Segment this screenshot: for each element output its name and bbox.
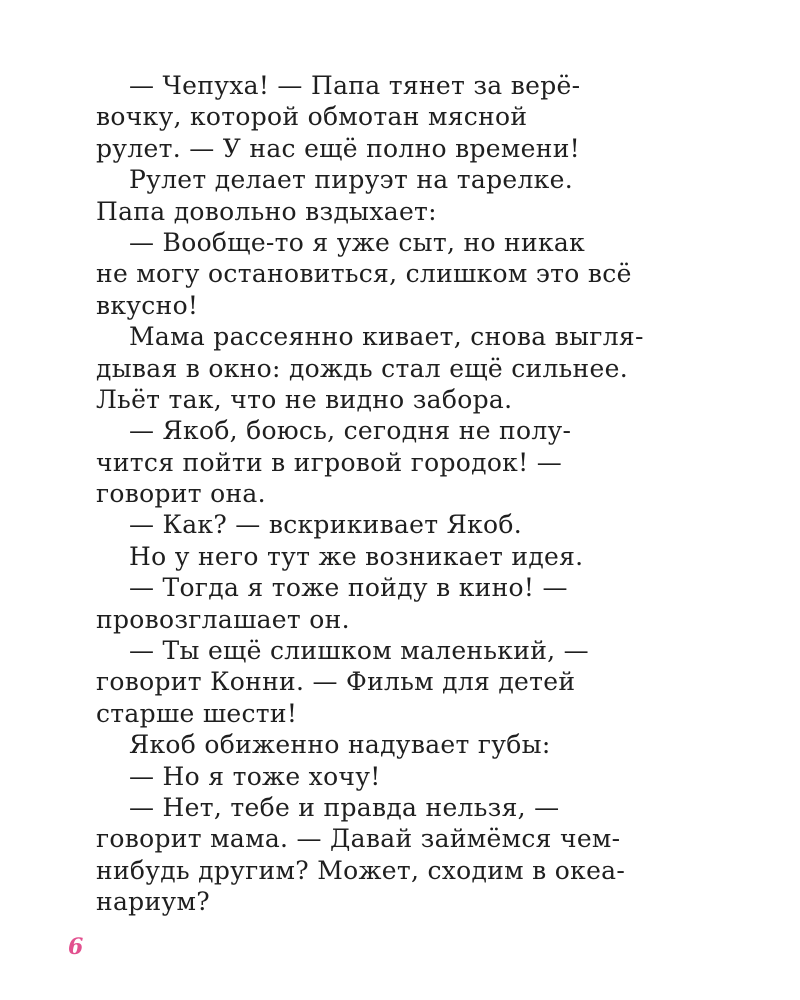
- text-line: говорит мама. — Давай займёмся чем-: [96, 824, 621, 854]
- text-line: вочку, которой обмотан мясной: [96, 102, 528, 132]
- text-line: — Вообще-то я уже сыт, но никак: [129, 227, 586, 257]
- text-line: Льёт так, что не видно забора.: [96, 384, 513, 414]
- text-line: чится пойти в игровой городок! —: [96, 447, 562, 477]
- text-line: — Но я тоже хочу!: [129, 761, 381, 791]
- text-line: нибудь другим? Может, сходим в океа-: [96, 855, 626, 885]
- text-line: вкусно!: [96, 290, 199, 320]
- text-line: Якоб обиженно надувает губы:: [129, 730, 551, 760]
- text-line: Рулет делает пируэт на тарелке.: [129, 165, 573, 195]
- text-line: говорит она.: [96, 479, 266, 509]
- body-text: [96, 70, 686, 918]
- text-line: старше шести!: [96, 698, 298, 728]
- page-number: 6: [68, 934, 84, 960]
- text-line: не могу остановиться, слишком это всё: [96, 259, 632, 289]
- text-line: — Якоб, боюсь, сегодня не полу-: [129, 416, 572, 446]
- text-line: — Нет, тебе и правда нельзя, —: [129, 792, 560, 822]
- text-line: Папа довольно вздыхает:: [96, 196, 437, 226]
- text-line: говорит Конни. — Фильм для детей: [96, 667, 576, 697]
- text-line: провозглашает он.: [96, 604, 350, 634]
- text-line: Но у него тут же возникает идея.: [129, 541, 584, 571]
- text-line: — Чепуха! — Папа тянет за верё-: [129, 71, 581, 100]
- text-line: дывая в окно: дождь стал ещё сильнее.: [96, 353, 628, 383]
- text-line: нариум?: [96, 887, 210, 917]
- text-line: — Тогда я тоже пойду в кино! —: [129, 573, 568, 603]
- text-line: рулет. — У нас ещё полно времени!: [96, 133, 581, 163]
- text-line: — Как? — вскрикивает Якоб.: [129, 510, 522, 540]
- text-line: — Ты ещё слишком маленький, —: [129, 636, 589, 666]
- text-line: Мама рассеянно кивает, снова выгля-: [129, 322, 644, 352]
